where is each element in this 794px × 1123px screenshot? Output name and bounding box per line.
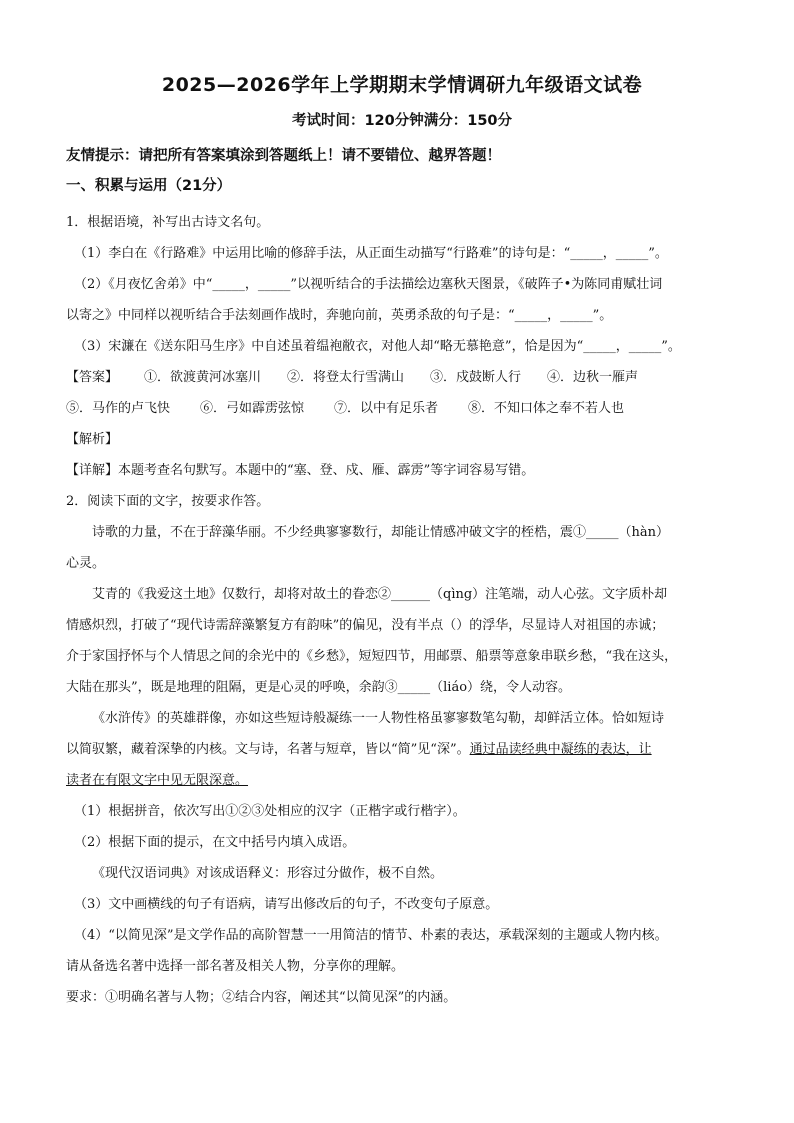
answer-item: ⑥．弓如霹雳弦惊 <box>200 401 305 416</box>
answer-item: ⑤．马作的卢飞快 <box>66 401 171 416</box>
answer-item: ③．戍鼓断人行 <box>430 370 522 385</box>
exam-time-score: 考试时间：120分钟满分：150分 <box>291 113 513 129</box>
answer-item: ②．将登太行雪满山 <box>287 370 405 385</box>
underlined-sentence: 读者在有限文字中见无限深意。 <box>66 773 249 788</box>
analysis-label: 【解析】 <box>66 432 119 447</box>
passage-para2-line2: 情感炽烈，打破了“现代诗需辞藻繁复方有韵味”的偏见，没有半点（）的浮华，尽显诗人对祖国的赤诚； <box>66 618 665 633</box>
q2-sub4-line2: 请从备选名著中选择一部名著及相关人物，分享你的理解。 <box>66 959 405 974</box>
passage-para3-line1: 《水浒传》的英雄群像，亦如这些短诗般凝练一一人物性格虽寥寥数笔勾勒，却鲜活立体。恰如短诗 <box>92 711 665 726</box>
q1-part2-line1: （2）《月夜忆舍弟》中“_____，_____”以视听结合的手法描绘边塞秋天图景，《破阵子•为陈同甫赋壮词 <box>74 277 663 292</box>
answer-row-2 <box>66 393 738 424</box>
answer-item: ⑧．不知口体之奉不若人也 <box>468 401 625 416</box>
passage-para3-line3 <box>66 765 738 796</box>
answer-label: 【答案】 <box>66 370 119 385</box>
passage-text: 以简驭繁，藏着深挚的内核。文与诗，名著与短章，皆以“简”见“深”。 <box>66 742 470 757</box>
passage-para2-line3: 介于家国抒怀与个人情思之间的余光中的《乡愁》，短短四节，用邮票、船票等意象串联乡愁，“我在这头， <box>66 649 678 664</box>
passage-para3-line2 <box>66 734 738 765</box>
q1-part3: （3）宋濂在《送东阳马生序》中自述虽着缊袍敝衣，对他人却“略无慕艳意”，恰是因为“_____，_____”。 <box>74 339 681 354</box>
answer-item: ①．欲渡黄河冰塞川 <box>144 370 262 385</box>
q1-part2-line2: 以寄之》中同样以视听结合手法刻画作战时，奔驰向前，英勇杀敌的句子是：“_____，_____”。 <box>66 308 613 323</box>
q2-sub2: （2）根据下面的提示，在文中括号内填入成语。 <box>74 835 356 850</box>
q2-stem: 2．阅读下面的文字，按要求作答。 <box>66 494 270 509</box>
exam-title: 2025—2026学年上学期期末学情调研九年级语文试卷 <box>161 74 643 96</box>
section-heading: 一、积累与运用（21分） <box>66 178 232 194</box>
q2-sub1: （1）根据拼音，依次写出①②③处相应的汉字（正楷字或行楷字）。 <box>74 804 466 819</box>
detail-explanation: 【详解】本题考查名句默写。本题中的“塞、登、戍、雁、霹雳”等字词容易写错。 <box>66 463 535 478</box>
q1-part1: （1）李白在《行路难》中运用比喻的修辞手法，从正面生动描写“行路难”的诗句是：“_____，_____”。 <box>74 246 668 261</box>
answer-item: ⑦．以中有足乐者 <box>334 401 439 416</box>
passage-para1-line1: 诗歌的力量，不在于辞藻华丽。不少经典寥寥数行，却能让情感冲破文字的桎梏，震①_____（hàn） <box>92 525 669 540</box>
passage-para1-line2: 心灵。 <box>66 556 106 571</box>
q2-requirement: 要求：①明确名著与人物；②结合内容，阐述其“以简见深”的内涵。 <box>66 990 457 1005</box>
q2-sub2-note: 《现代汉语词典》对该成语释义：形容过分做作，极不自然。 <box>92 866 444 881</box>
answer-row-1 <box>66 362 738 393</box>
q2-sub4-line1: （4）“以简见深”是文学作品的高阶智慧一一用简洁的情节、朴素的表达，承载深刻的主题或人物内核。 <box>74 928 668 943</box>
q1-stem: 1．根据语境，补写出古诗文名句。 <box>66 215 270 230</box>
friendly-tip: 友情提示：请把所有答案填涂到答题纸上！请不要错位、越界答题！ <box>66 148 501 164</box>
underlined-sentence: 通过品读经典中凝练的表达，让 <box>469 742 652 757</box>
passage-para2-line1: 艾青的《我爱这土地》仅数行，却将对故土的眷恋②______（qìng）注笔端，动人心弦。文字质朴却 <box>92 587 668 602</box>
answer-item: ④．边秋一雁声 <box>547 370 639 385</box>
passage-para2-line4: 大陆在那头”，既是地理的阻隔，更是心灵的呼唤，余韵③_____（liáo）绕，令人动容。 <box>66 680 572 695</box>
q2-sub3: （3）文中画横线的句子有语病，请写出修改后的句子，不改变句子原意。 <box>74 897 499 912</box>
